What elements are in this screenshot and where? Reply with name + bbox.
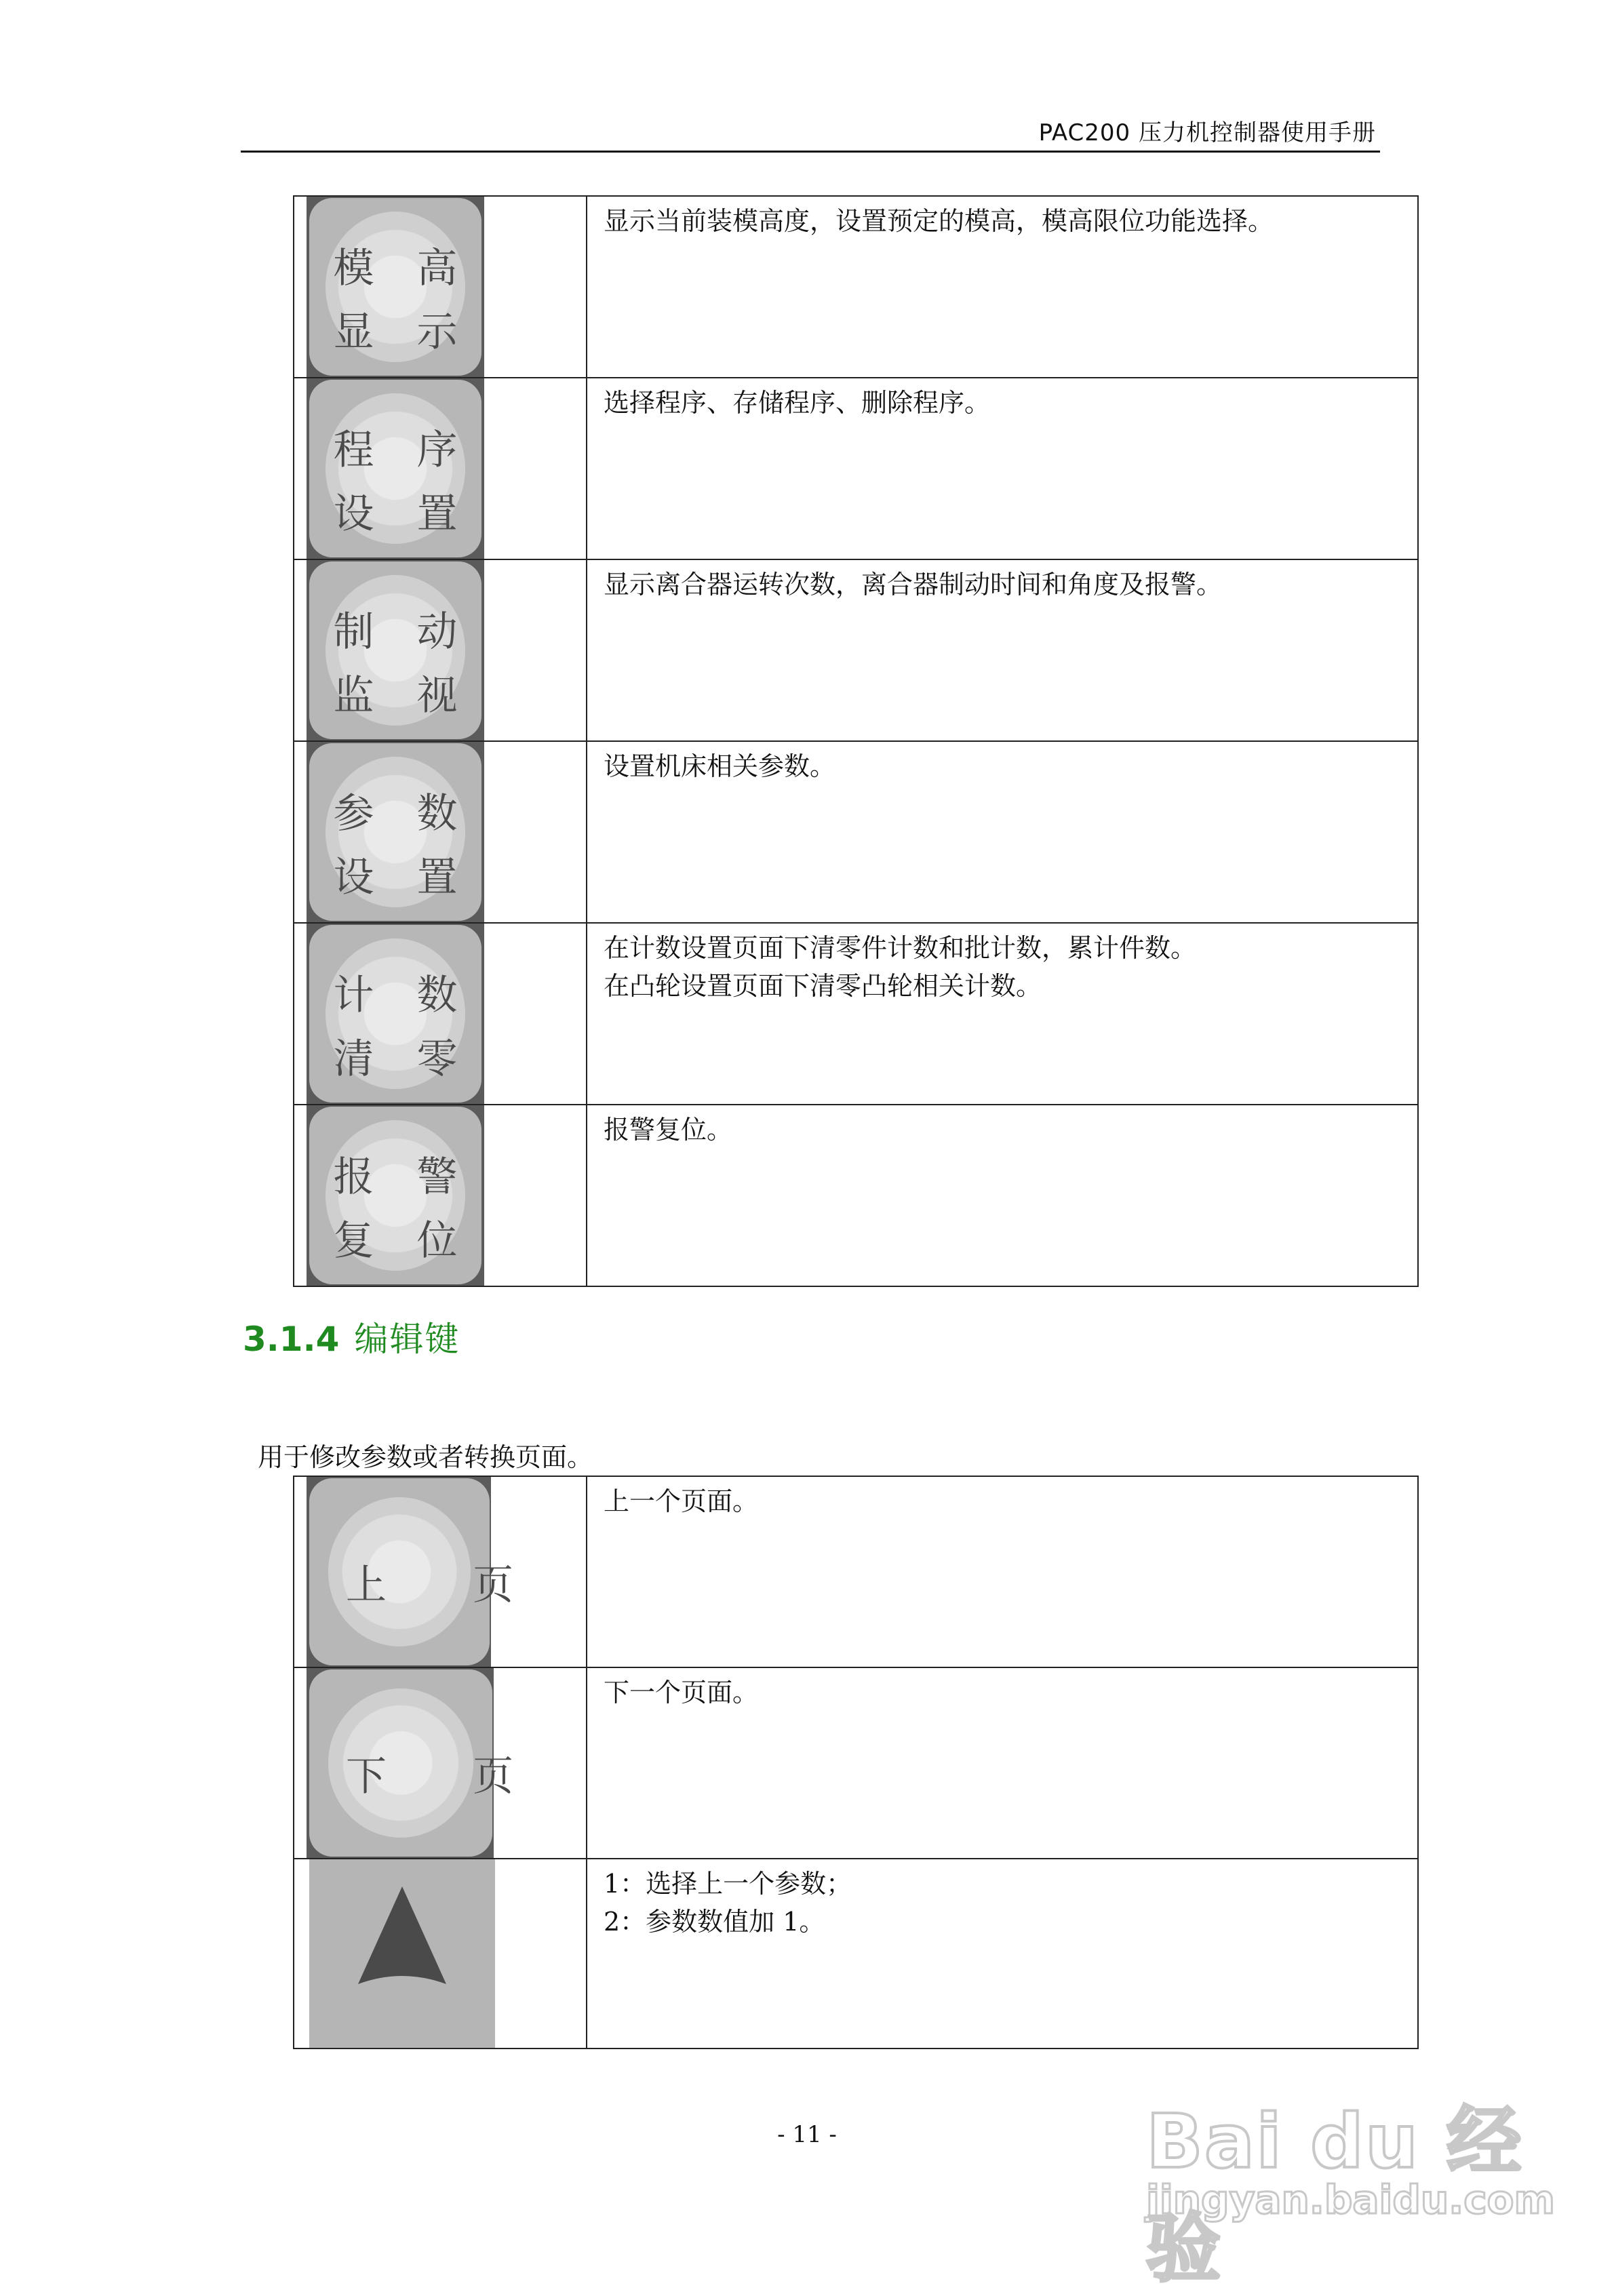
description-text: 上一个页面。 xyxy=(604,1486,759,1516)
description-cell xyxy=(587,1476,1418,1667)
up-arrow-key[interactable] xyxy=(309,1859,495,2048)
watermark-logo: Bai du 经验 xyxy=(1146,2098,1523,2292)
alarm-reset-key[interactable] xyxy=(309,1107,481,1284)
description-cell xyxy=(587,923,1418,1105)
table-row xyxy=(294,559,1418,741)
description-text: 显示离合器运转次数，离合器制动时间和角度及报警。 xyxy=(604,570,1223,599)
key-label-line1: 程 序 xyxy=(333,427,473,474)
key-label-line2: 设 置 xyxy=(333,854,473,901)
brake-monitor-key[interactable] xyxy=(309,561,481,739)
header-title: PAC200 压力机控制器使用手册 xyxy=(1038,119,1376,146)
function-keys-table xyxy=(293,195,1419,1287)
key-cell xyxy=(294,1859,587,2048)
description-text: 选择程序、存储程序、删除程序。 xyxy=(604,388,991,418)
edit-keys-table xyxy=(293,1476,1419,2049)
description-cell xyxy=(587,741,1418,923)
description-cell xyxy=(587,1859,1418,2048)
key-cell xyxy=(294,559,587,741)
description-text: 在凸轮设置页面下清零凸轮相关计数。 xyxy=(604,971,1042,1001)
key-label-line1: 模 高 xyxy=(333,245,473,292)
table-row xyxy=(294,1667,1418,1859)
description-cell xyxy=(587,378,1418,559)
table-row xyxy=(294,1859,1418,2048)
watermark-url: jingyan.baidu.com xyxy=(1146,2177,1555,2223)
mold-height-display-key[interactable] xyxy=(309,198,481,376)
key-cell xyxy=(294,923,587,1105)
key-label-line2: 显 示 xyxy=(333,309,473,356)
description-cell xyxy=(587,196,1418,378)
key-label-line1: 参 数 xyxy=(333,790,473,837)
description-text: 2：参数数值加 1。 xyxy=(604,1907,825,1937)
up-arrow-icon xyxy=(309,1859,495,2046)
description-text: 报警复位。 xyxy=(604,1115,733,1145)
section-number: 3.1.4 xyxy=(243,1320,340,1359)
parameter-settings-key[interactable] xyxy=(309,743,481,921)
page-number: - 11 - xyxy=(777,2121,837,2148)
key-label-line1: 制 动 xyxy=(333,608,473,656)
page-header xyxy=(241,108,1380,153)
key-label-line1: 计 数 xyxy=(333,972,473,1019)
table-row xyxy=(294,378,1418,559)
description-text: 显示当前装模高度，设置预定的模高，模高限位功能选择。 xyxy=(604,206,1274,236)
section-title: 编辑键 xyxy=(354,1320,460,1359)
key-cell xyxy=(294,1476,587,1667)
description-text: 下一个页面。 xyxy=(604,1678,759,1707)
key-cell xyxy=(294,196,587,378)
intro-text: 用于修改参数或者转换页面。 xyxy=(258,1442,593,1472)
key-label-line2: 监 视 xyxy=(333,672,473,719)
description-cell xyxy=(587,1105,1418,1286)
key-cell xyxy=(294,1667,587,1859)
program-settings-key[interactable] xyxy=(309,380,481,557)
description-text: 设置机床相关参数。 xyxy=(604,751,836,781)
key-label-line2: 设 置 xyxy=(333,490,473,538)
section-heading xyxy=(243,1312,460,1361)
table-row xyxy=(294,923,1418,1105)
table-row xyxy=(294,1105,1418,1286)
description-text: 在计数设置页面下清零件计数和批计数，累计件数。 xyxy=(604,933,1197,963)
key-label-line2: 复 位 xyxy=(333,1217,473,1265)
page-up-key[interactable] xyxy=(309,1478,551,1665)
table-row xyxy=(294,741,1418,923)
table-row xyxy=(294,196,1418,378)
page-down-key[interactable] xyxy=(309,1669,551,1857)
key-cell xyxy=(294,1105,587,1286)
count-reset-key[interactable] xyxy=(309,925,481,1103)
description-text: 1：选择上一个参数； xyxy=(604,1869,852,1899)
table-row xyxy=(294,1476,1418,1667)
description-cell xyxy=(587,559,1418,741)
key-cell xyxy=(294,741,587,923)
key-label-line1: 报 警 xyxy=(333,1153,473,1201)
key-label: 下 页 xyxy=(346,1753,551,1800)
key-label: 上 页 xyxy=(346,1562,551,1609)
description-cell xyxy=(587,1667,1418,1859)
baidu-watermark xyxy=(1146,2041,1555,2292)
key-label-line2: 清 零 xyxy=(333,1035,473,1083)
key-cell xyxy=(294,378,587,559)
